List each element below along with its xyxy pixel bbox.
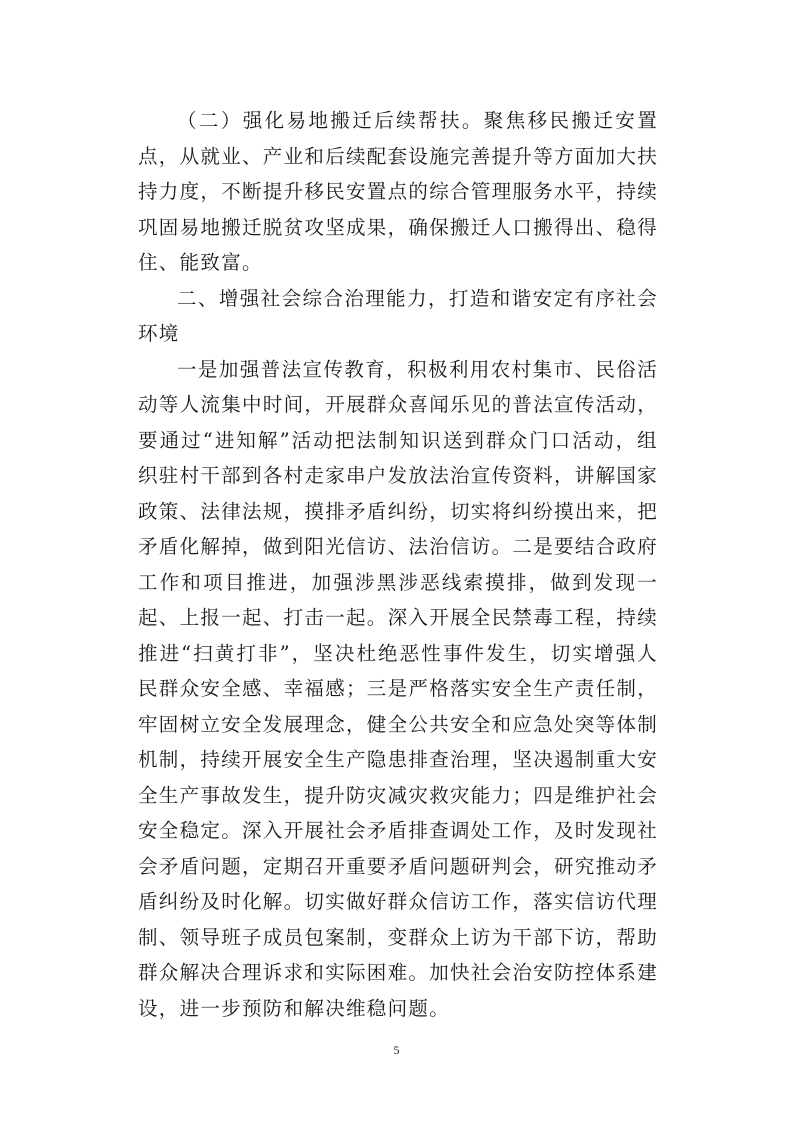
section-heading-social-governance: 二、增强社会综合治理能力，打造和谐安定有序社会环境	[138, 286, 658, 345]
paragraph-relocation-support: （二）强化易地搬迁后续帮扶。聚焦移民搬迁安置点，从就业、产业和后续配套设施完善提升等方面加大扶持力度，不断提升移民安置点的综合管理服务水平，持续巩固易地搬迁脱贫攻坚成果，确保搬迁人口搬得出、稳得住、能致富。	[138, 109, 659, 274]
paragraph-governance-measures: 一是加强普法宣传教育，积极利用农村集市、民俗活动等人流集中时间，开展群众喜闻乐见的普法宣传活动，要通过“进知解”活动把法制知识送到群众门口活动，组织驻村干部到各村走家串户发放法治宣传资料，讲解国家政策、法律法规，摸排矛盾纠纷，切实将纠纷摸出来，把矛盾化解掉，做到阳光信访、法治信访。二是要结合政府工作和项目推进，加强涉黑涉恶线索摸排，做到发现一起、上报一起、打击一起。深入开展全民禁毒工程，持续推进“扫黄打非”，坚决杜绝恶性事件发生，切实增强人民群众安全感、幸福感；三是严格落实安全生产责任制，牢固树立安全发展理念，健全公共安全和应急处突等体制机制，持续开展安全生产隐患排查治理，坚决遏制重大安全生产事故发生，提升防灾减灾救灾能力；四是维护社会安全稳定。深入开展社会矛盾排查调处工作，及时发现社会矛盾问题，定期召开重要矛盾问题研判会，研究推动矛盾纠纷及时化解。切实做好群众信访工作，落实信访代理制、领导班子成员包案制，变群众上访为干部下访，帮助群众解决合理诉求和实际困难。加快社会治安防控体系建设，进一步预防和解决维稳问题。	[138, 357, 659, 1020]
document-body	[138, 103, 658, 1026]
page-number: 5	[393, 1043, 400, 1057]
